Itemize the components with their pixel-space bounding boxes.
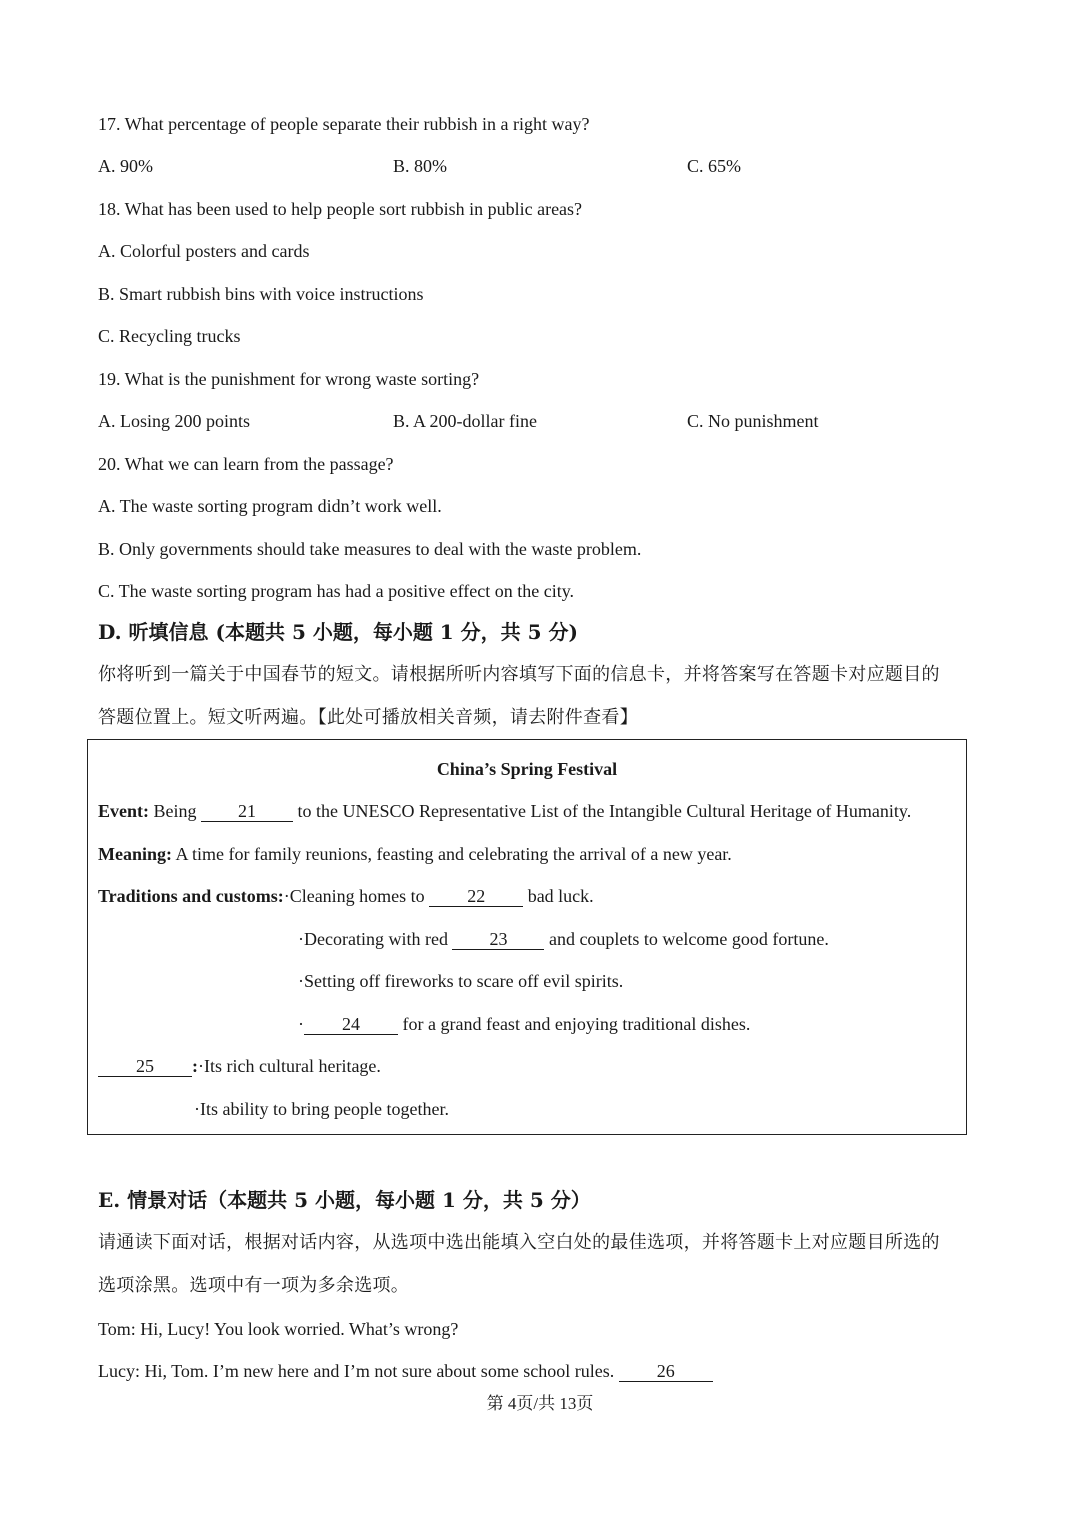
- blank-22[interactable]: 22: [429, 886, 523, 907]
- blank-24[interactable]: 24: [304, 1014, 398, 1035]
- blank-25[interactable]: 25: [98, 1056, 192, 1077]
- q17-option-b: B. 80%: [393, 156, 447, 176]
- dialogue-lucy: Lucy: Hi, Tom. I’m new here and I’m not sure about some school rules.: [98, 1361, 615, 1381]
- q19-question: 19. What is the punishment for wrong waste sorting?: [98, 369, 480, 389]
- page-footer: 第 4页/共 13页: [486, 1394, 594, 1413]
- q18-question: 18. What has been used to help people sort rubbish in public areas?: [98, 199, 583, 219]
- tradition-4-pre: ·: [298, 1014, 304, 1034]
- q18-option-b: B. Smart rubbish bins with voice instructions: [98, 284, 424, 304]
- reason-2: ·Its ability to bring people together.: [194, 1099, 449, 1119]
- section-d-instruction-2: 答题位置上。短文听两遍。【此处可播放相关音频，请去附件查看】: [98, 707, 638, 728]
- q20-option-b: B. Only governments should take measures to deal with the waste problem.: [98, 539, 642, 559]
- card-traditions-row: [98, 884, 594, 908]
- tradition-2-row: [298, 927, 829, 951]
- tradition-4-row: [298, 1012, 750, 1036]
- tradition-1-pre: ·Cleaning homes to: [283, 886, 425, 906]
- blank-23[interactable]: 23: [452, 929, 544, 950]
- card-meaning-row: [98, 842, 732, 866]
- section-d-heading: D. 听填信息 (本题共 5 小题，每小题 1 分，共 5 分): [98, 620, 578, 644]
- tradition-3: ·Setting off fireworks to scare off evil spirits.: [298, 971, 624, 991]
- event-label: Event:: [98, 801, 149, 821]
- section-e-instruction-1: 请通读下面对话，根据对话内容，从选项中选出能填入空白处的最佳选项，并将答题卡上对应题目所选的: [98, 1232, 940, 1253]
- section-d-instruction-1: 你将听到一篇关于中国春节的短文。请根据所听内容填写下面的信息卡，并将答案写在答题卡对应题目的: [98, 664, 940, 685]
- tradition-2-post: and couplets to welcome good fortune.: [548, 929, 829, 949]
- q17-option-a: A. 90%: [98, 156, 153, 176]
- reason-1: ·Its rich cultural heritage.: [198, 1056, 381, 1076]
- tradition-1-post: bad luck.: [527, 886, 594, 906]
- meaning-text: A time for family reunions, feasting and celebrating the arrival of a new year.: [175, 844, 732, 864]
- dialogue-lucy-row: [98, 1359, 713, 1383]
- info-card-title: China’s Spring Festival: [436, 759, 618, 779]
- dialogue-tom: Tom: Hi, Lucy! You look worried. What’s wrong?: [98, 1319, 459, 1339]
- card-event-row: [98, 799, 911, 823]
- q19-option-c: C. No punishment: [687, 411, 819, 431]
- section-e-instruction-2: 选项涂黑。选项中有一项为多余选项。: [98, 1275, 410, 1296]
- event-pre: Being: [153, 801, 197, 821]
- q17-option-c: C. 65%: [687, 156, 741, 176]
- q20-option-c: C. The waste sorting program has had a positive effect on the city.: [98, 581, 575, 601]
- traditions-label: Traditions and customs:: [98, 886, 284, 906]
- card-reasons-row: 25 :·Its rich cultural heritage.: [98, 1054, 381, 1078]
- event-post: to the UNESCO Representative List of the Intangible Cultural Heritage of Humanity.: [297, 801, 912, 821]
- q18-option-a: A. Colorful posters and cards: [98, 241, 310, 261]
- tradition-2-pre: ·Decorating with red: [298, 929, 448, 949]
- q19-option-a: A. Losing 200 points: [98, 411, 251, 431]
- section-e-heading: E. 情景对话（本题共 5 小题，每小题 1 分，共 5 分）: [98, 1188, 591, 1212]
- q17-question: 17. What percentage of people separate their rubbish in a right way?: [98, 114, 590, 134]
- blank-21[interactable]: 21: [201, 801, 293, 822]
- meaning-label: Meaning:: [98, 844, 172, 864]
- tradition-4-post: for a grand feast and enjoying traditional dishes.: [402, 1014, 751, 1034]
- blank-26[interactable]: 26: [619, 1361, 713, 1382]
- q20-option-a: A. The waste sorting program didn’t work well.: [98, 496, 442, 516]
- q18-option-c: C. Recycling trucks: [98, 326, 241, 346]
- q19-option-b: B. A 200-dollar fine: [393, 411, 537, 431]
- q20-question: 20. What we can learn from the passage?: [98, 454, 394, 474]
